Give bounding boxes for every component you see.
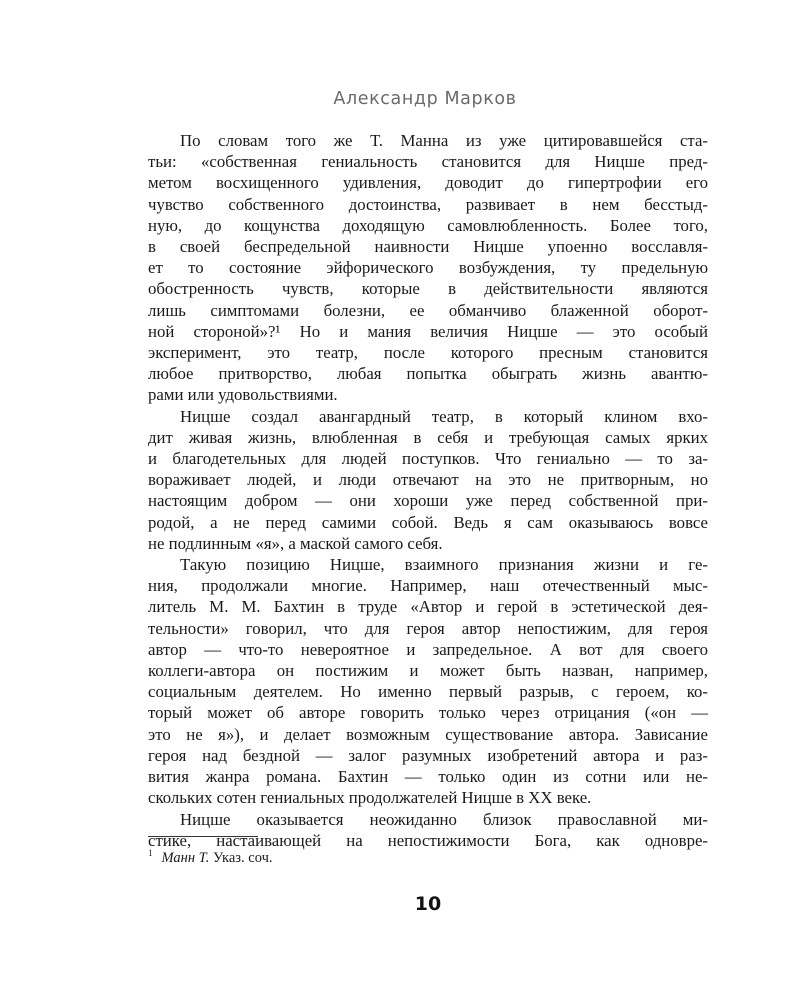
footnote-marker: 1 [148, 848, 153, 858]
text-line: ния, продолжали многие. Например, наш отечественный мыс- [148, 576, 708, 596]
page-number: 10 [414, 893, 442, 915]
text-line: вития жанра романа. Бахтин — только один из сотни или не- [148, 767, 708, 787]
text-line: коллеги-автора он постижим и может быть назван, например, [148, 661, 708, 681]
text-line: скольких сотен гениальных продолжателей Ницше в XX веке. [148, 788, 592, 808]
text-line: Такую позицию Ницше, взаимного признания жизни и ге- [180, 555, 708, 575]
body-text [148, 130, 708, 851]
text-line: По словам того же Т. Манна из уже цитировавшейся ста- [180, 131, 708, 150]
text-line: Ницше создал авангардный театр, в который клином вхо- [180, 406, 708, 426]
text-line: любое притворство, любая попытка обыграть жизнь авантю- [148, 364, 708, 384]
text-line: лишь симптомами болезни, ее обманчиво блаженной оборот- [148, 300, 708, 320]
text-line: стике, настаивающей на непостижимости Бога, как одновре- [148, 830, 708, 850]
text-line: ной стороной»?¹ Но и мания величия Ницше — это особый [148, 321, 708, 341]
footnote [148, 848, 273, 867]
footnote-text: Указ. соч. [209, 849, 273, 866]
text-line: героя над бездной — залог разумных изобретений автора и раз- [148, 745, 708, 765]
text-line: в своей беспредельной наивности Ницше упоенно восславля- [148, 237, 708, 257]
text-line: Ницше оказывается неожиданно близок православной ми- [180, 809, 708, 829]
text-line: настоящим добром — они хороши уже перед собственной при- [148, 491, 708, 511]
text-line: тьи: «собственная гениальность становится для Ницше пред- [148, 152, 708, 172]
text-line: обостренность чувств, которые в действительности являются [148, 279, 708, 299]
text-line: метом восхищенного удивления, доводит до гипертрофии его [148, 173, 708, 193]
text-line: родой, а не перед самими собой. Ведь я сам оказываюсь вовсе [148, 512, 708, 532]
text-line: чувство собственного достоинства, развивает в нем бесстыд- [148, 194, 708, 214]
text-line: ную, до кощунства доходящую самовлюбленность. Более того, [148, 215, 708, 235]
footnote-divider [148, 836, 258, 837]
text-line: эксперимент, это театр, после которого пресным становится [148, 343, 708, 363]
text-line: тельности» говорил, что для героя автор непостижим, для героя [148, 618, 708, 638]
text-line: автор — что-то невероятное и запредельное. А вот для своего [148, 639, 708, 659]
text-line: ет то состояние эйфорического возбуждения, ту предельную [148, 258, 708, 278]
running-head: Александр Марков [333, 89, 517, 109]
text-line: рами или удовольствиями. [148, 385, 338, 405]
text-line: дит живая жизнь, влюбленная в себя и требующая самых ярких [148, 427, 708, 447]
text-line: это не я»), и делает возможным существование автора. Зависание [148, 724, 708, 744]
footnote-author: Манн Т. [161, 849, 210, 866]
text-line: не подлинным «я», а маской самого себя. [148, 533, 443, 553]
text-line: литель М. М. Бахтин в труде «Автор и герой в эстетической дея- [148, 597, 708, 617]
text-line: торый может об авторе говорить только через отрицания («он — [148, 703, 708, 723]
text-line: и благодетельных для людей поступков. Что гениально — то за- [148, 449, 708, 469]
text-line: вораживает людей, и люди отвечают на это не притворным, но [148, 470, 708, 490]
text-line: социальным деятелем. Но именно первый разрыв, с героем, ко- [148, 682, 708, 702]
